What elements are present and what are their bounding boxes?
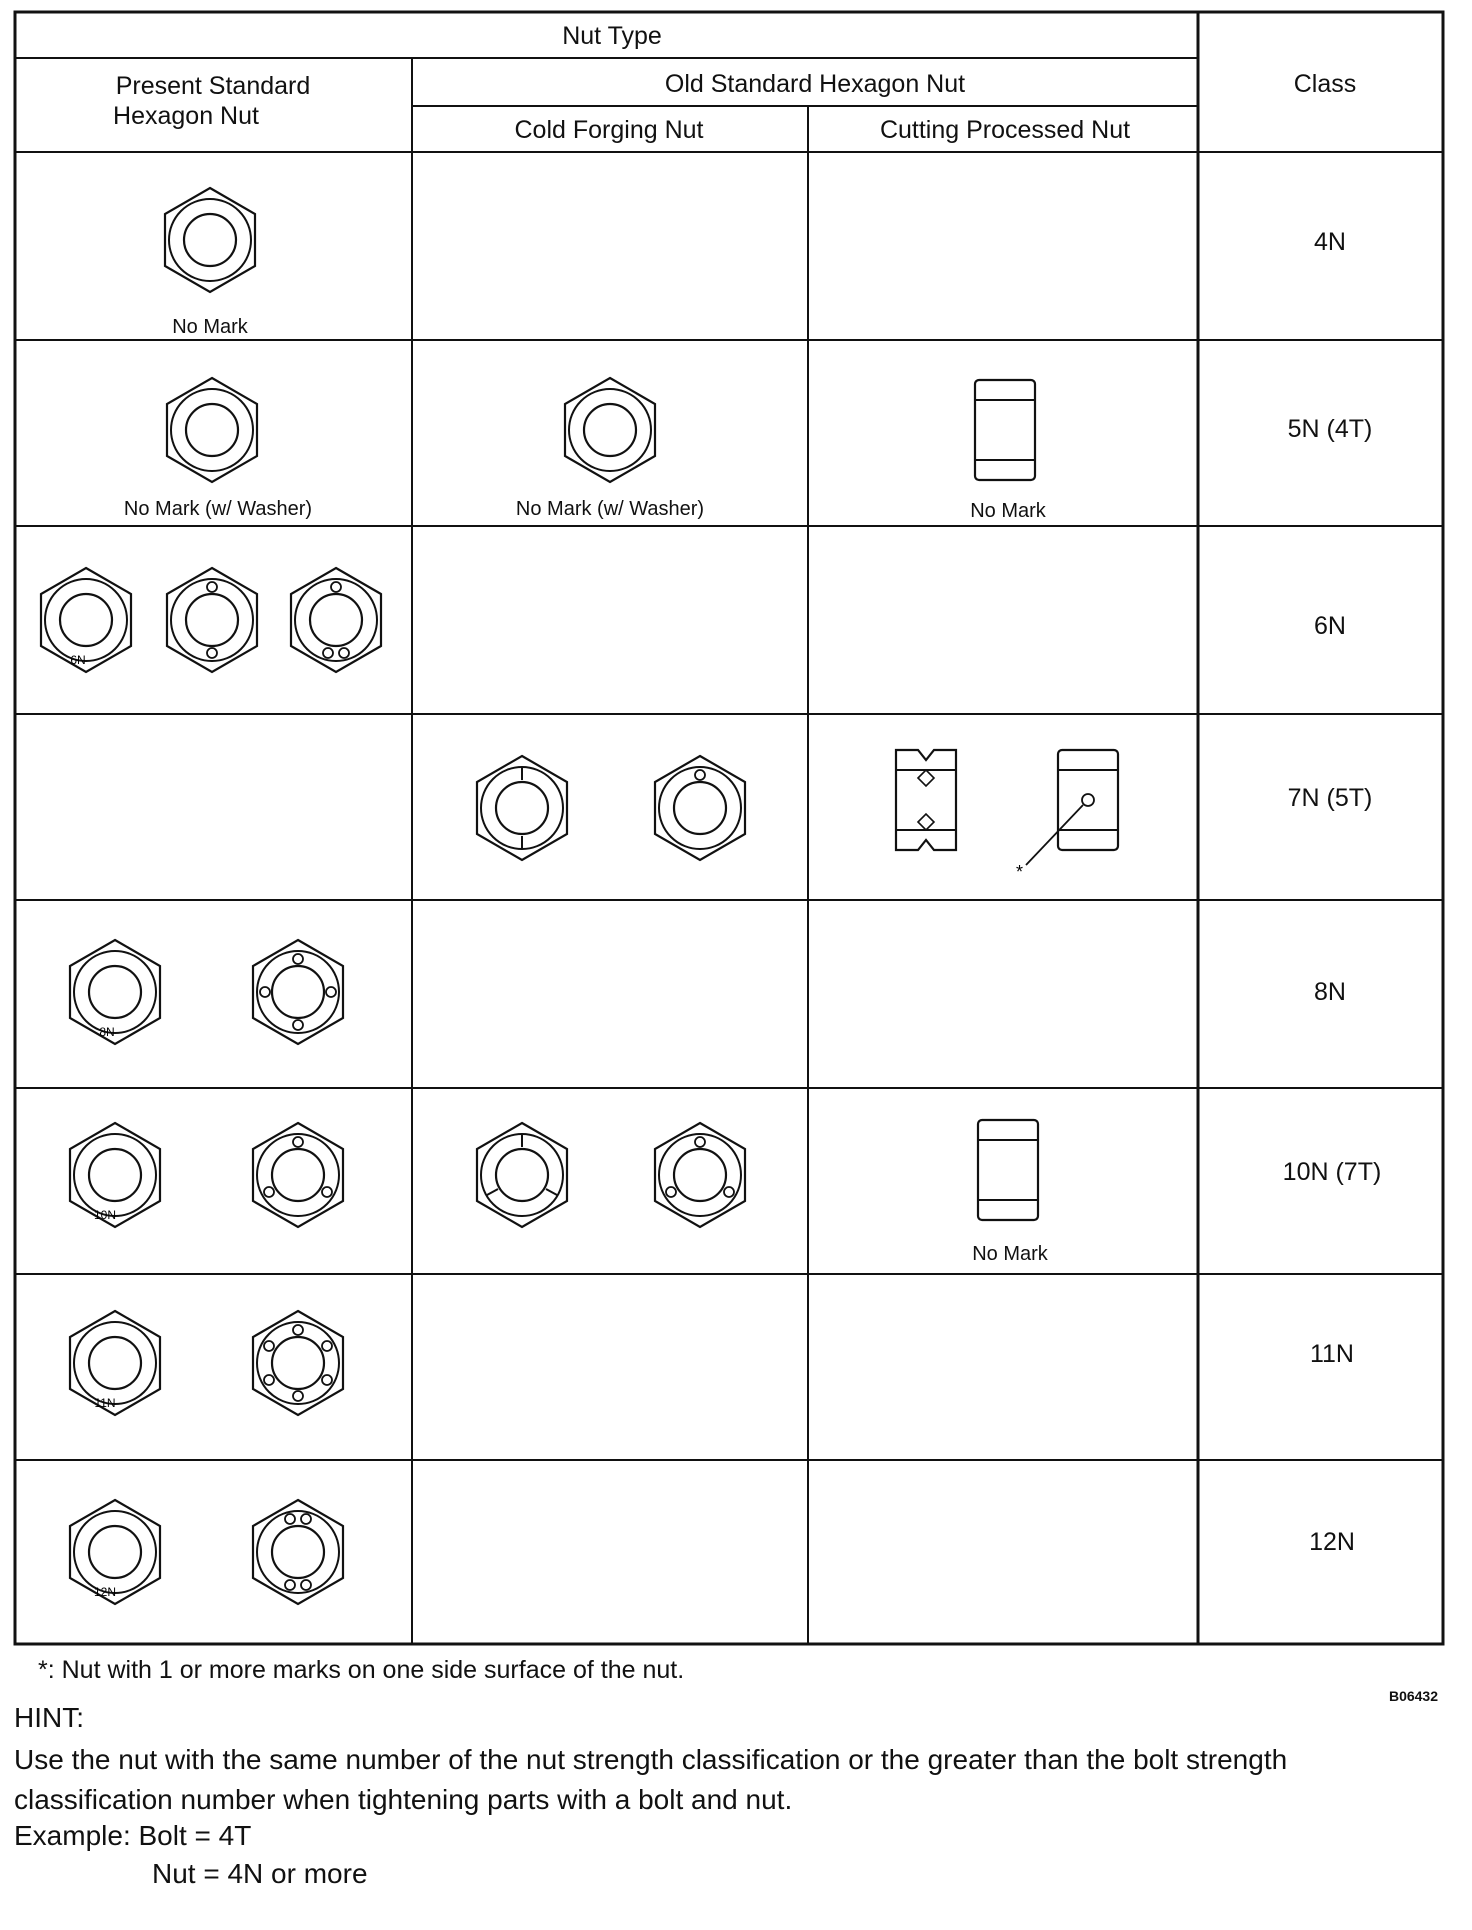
nut-hex-10n-icon xyxy=(70,1123,160,1227)
nut-hex-washer-icon xyxy=(167,378,257,482)
figure-code: B06432 xyxy=(1388,1688,1438,1704)
class-label: 10N (7T) xyxy=(1282,1158,1382,1186)
nut-caption: No Mark xyxy=(970,500,1046,522)
header-cutting-processed: Cutting Processed Nut xyxy=(879,116,1131,144)
nut-strength-mark: 11N xyxy=(94,1396,116,1410)
nut-caption: No Mark xyxy=(172,316,248,338)
nut-hex-8n-icon xyxy=(70,940,160,1044)
nut-hex-6n-icon xyxy=(41,568,131,672)
nut-caption: No Mark xyxy=(972,1243,1048,1265)
header-nut-type: Nut Type xyxy=(562,22,662,50)
class-label: 5N (4T) xyxy=(1287,415,1373,443)
hint-body: Use the nut with the same number of the nut strength classification or the greater than the bolt strength classification number when tightening parts with a bolt and nut. xyxy=(14,1744,1288,1815)
header-present-standard-line1: Present Standard xyxy=(115,72,311,100)
class-label: 12N xyxy=(1309,1528,1355,1556)
nut-hex-washer-icon xyxy=(565,378,655,482)
nut-strength-mark: 6N xyxy=(70,653,86,667)
nut-hex-four-dot-icon xyxy=(253,940,343,1044)
hint-example-nut: Nut = 4N or more xyxy=(152,1858,368,1889)
class-label: 4N xyxy=(1314,228,1346,256)
nut-side-view-icon xyxy=(978,1120,1038,1220)
nut-hex-three-dot-triangle-icon xyxy=(655,1123,745,1227)
nut-hex-three-dot-triangle-icon xyxy=(253,1123,343,1227)
nut-hex-two-dot-icon xyxy=(167,568,257,672)
header-old-standard: Old Standard Hexagon Nut xyxy=(664,70,966,98)
nut-hex-two-slot-icon xyxy=(477,756,567,860)
class-label: 6N xyxy=(1314,612,1346,640)
asterisk-mark: * xyxy=(1016,862,1024,882)
nut-hex-six-dot-icon xyxy=(253,1311,343,1415)
class-label: 11N xyxy=(1309,1340,1355,1368)
header-class: Class xyxy=(1293,70,1357,98)
nut-hex-11n-icon xyxy=(70,1311,160,1415)
nut-caption: No Mark (w/ Washer) xyxy=(123,498,313,520)
nut-strength-mark: 12N xyxy=(93,1585,117,1599)
nut-hex-plain-icon xyxy=(165,188,255,292)
nut-strength-mark: 10N xyxy=(93,1208,117,1222)
nut-strength-mark: 8N xyxy=(99,1025,115,1039)
hint-title: HINT: xyxy=(14,1702,84,1733)
class-label: 7N (5T) xyxy=(1287,784,1373,812)
nut-side-dot-marked-icon xyxy=(1016,750,1118,882)
nut-hex-four-pair-dot-icon xyxy=(253,1500,343,1604)
footnote: *: Nut with 1 or more marks on one side surface of the nut. xyxy=(38,1656,685,1684)
nut-hex-three-dot-icon xyxy=(291,568,381,672)
header-present-standard-line2: Hexagon Nut xyxy=(113,102,259,130)
class-label: 8N xyxy=(1314,978,1346,1006)
nut-hex-one-dot-icon xyxy=(655,756,745,860)
nut-hex-three-slot-icon xyxy=(477,1123,567,1227)
hint-example-bolt: Example: Bolt = 4T xyxy=(14,1820,252,1851)
nut-hex-12n-icon xyxy=(70,1500,160,1604)
header-cold-forging: Cold Forging Nut xyxy=(514,116,704,144)
nut-side-view-icon xyxy=(975,380,1035,480)
nut-side-notched-icon xyxy=(896,750,956,850)
nut-caption: No Mark (w/ Washer) xyxy=(515,498,705,520)
